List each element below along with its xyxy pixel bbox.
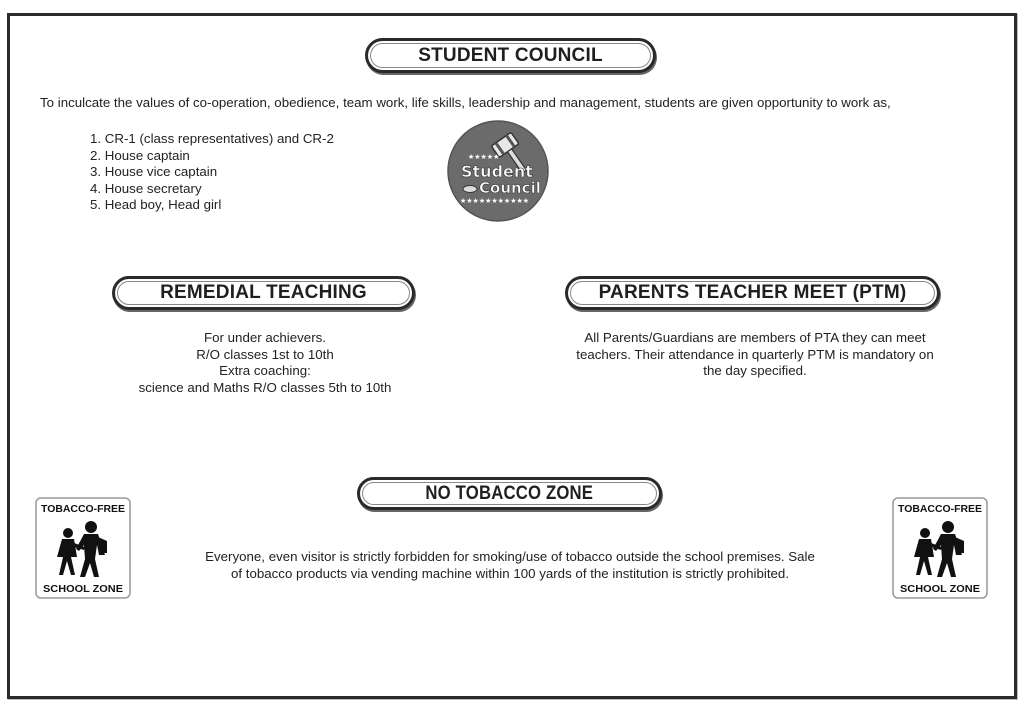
role-item: 2. House captain	[90, 147, 190, 163]
tobacco-line: Everyone, even visitor is strictly forbidden for smoking/use of tobacco outside the school premises. Sale	[205, 549, 815, 564]
role-item: 4. House secretary	[90, 180, 202, 196]
svg-text:TOBACCO-FREE: TOBACCO-FREE	[41, 503, 125, 515]
heading-no-tobacco-text: NO TOBACCO ZONE	[425, 482, 594, 504]
student-council-badge-icon	[446, 119, 550, 223]
svg-text:TOBACCO-FREE: TOBACCO-FREE	[898, 503, 982, 515]
ptm-line: All Parents/Guardians are members of PTA they can meet	[584, 330, 926, 345]
svg-text:Council: Council	[479, 179, 541, 197]
svg-text:Student: Student	[461, 162, 533, 181]
no-tobacco-body	[140, 549, 880, 582]
heading-no-tobacco-zone	[357, 477, 662, 510]
heading-remedial-teaching-text: REMEDIAL TEACHING	[160, 282, 367, 303]
tobacco-free-school-zone-sign-icon	[35, 497, 131, 599]
role-item: 5. Head boy, Head girl	[90, 197, 222, 212]
heading-student-council-text: STUDENT COUNCIL	[418, 44, 603, 66]
remedial-line: R/O classes 1st to 10th	[196, 346, 334, 362]
ptm-line: teachers. Their attendance in quarterly PTM is mandatory on	[576, 346, 934, 362]
svg-text:★★★★★: ★★★★★	[468, 153, 500, 161]
tobacco-line: of tobacco products via vending machine within 100 yards of the institution is strictly prohibited.	[230, 565, 790, 581]
role-item: 3. House vice captain	[90, 164, 218, 179]
ptm-body	[530, 330, 980, 380]
tobacco-free-school-zone-sign-icon	[892, 497, 988, 599]
remedial-teaching-body	[100, 330, 430, 396]
ptm-line: the day specified.	[703, 363, 807, 378]
heading-remedial-teaching	[112, 276, 415, 310]
remedial-line: For under achievers.	[204, 330, 326, 345]
svg-text:★★★★★★★★★★★: ★★★★★★★★★★★	[460, 197, 530, 205]
svg-text:SCHOOL ZONE: SCHOOL ZONE	[900, 583, 980, 595]
heading-student-council	[365, 38, 656, 73]
svg-text:SCHOOL ZONE: SCHOOL ZONE	[43, 583, 123, 595]
remedial-line: science and Maths R/O classes 5th to 10th	[138, 379, 392, 395]
heading-parents-teacher-meet	[565, 276, 940, 310]
remedial-line: Extra coaching:	[219, 363, 311, 378]
heading-ptm-text: PARENTS TEACHER MEET (PTM)	[598, 282, 907, 303]
student-council-roles-list	[90, 131, 334, 214]
role-item: 1. CR-1 (class representatives) and CR-2	[90, 131, 334, 146]
student-council-intro: To inculcate the values of co-operation, obedience, team work, life skills, leadership and management, students are given opportunity to work as,	[40, 95, 891, 110]
